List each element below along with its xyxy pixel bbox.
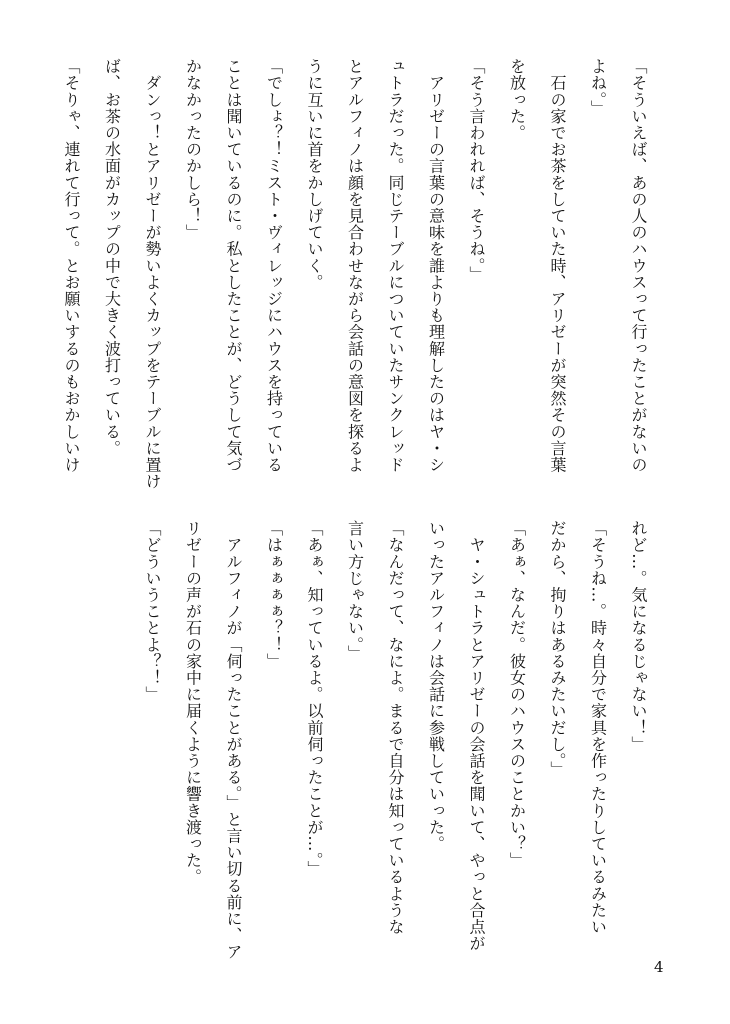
text-line: かなかったのかしら！」 [183,58,203,241]
text-line: 「あぁ、知っているよ。以前伺ったことが…。」 [305,520,324,878]
text-line: を放った。 [507,58,527,141]
text-line: 「でしょ？！ミスト・ヴィレッジにハウスを持っている [264,58,284,473]
text-line: 「なんだって、なによ。まるで自分は知っているような [386,520,405,935]
text-line: いったアルフィノは会話に参戦していった。 [426,520,446,852]
text-line: ュトラだった。同じテーブルについていたサンクレッド [386,58,405,473]
text-line: アリゼーの言葉の意味を誰よりも理解したのはヤ・シ [426,58,446,473]
text-line: ことは聞いているのに。私としたことが、どうして気づ [224,58,243,473]
text-line: うに互いに首をかしげていく。 [305,58,324,291]
text-line: れど…。気になるじゃない！」 [629,520,648,753]
upper-text-block [51,58,659,498]
lower-text-block [132,520,659,960]
text-line: 言い方じゃない。」 [345,520,365,662]
text-line: とアルフィノは顔を見合わせながら会話の意図を探るよ [345,58,365,473]
text-line: 「どういうことよ？！」 [143,520,162,703]
text-line: 「そういえば、あの人のハウスって行ったことがないの [629,58,648,473]
page-number: 4 [654,958,664,976]
text-line: ダンっ！とアリゼーが勢いよくカップをテーブルに置け [143,58,162,490]
text-line: 「はぁぁぁぁ？！」 [264,520,284,670]
text-line: 「そう言われれば、そうね。」 [467,58,486,283]
text-line: 「あぁ、なんだ。彼女のハウスのことかい？」 [507,520,527,869]
text-line: 「そうね…。時々自分で家具を作ったりしているみたい [588,520,608,935]
text-line: だから、拘りはあるみたいだし。」 [548,520,567,778]
text-line: ヤ・シュトラとアリゼーの会話を聞いて、やっと合点が [467,520,486,952]
text-line: よね。」 [588,58,608,117]
text-line: 「そりゃ、連れて行って。とお願いするのもおかしいけ [62,58,81,473]
text-line: リゼーの声が石の家中に届くように響き渡った。 [183,520,203,886]
text-line: ば、お茶の水面がカップの中で大きく波打っている。 [102,58,122,457]
text-line: 石の家でお茶をしていた時、アリゼーが突然その言葉 [548,58,567,473]
text-line: アルフィノが「伺ったことがある。」と言い切る前に、ア [224,520,243,960]
